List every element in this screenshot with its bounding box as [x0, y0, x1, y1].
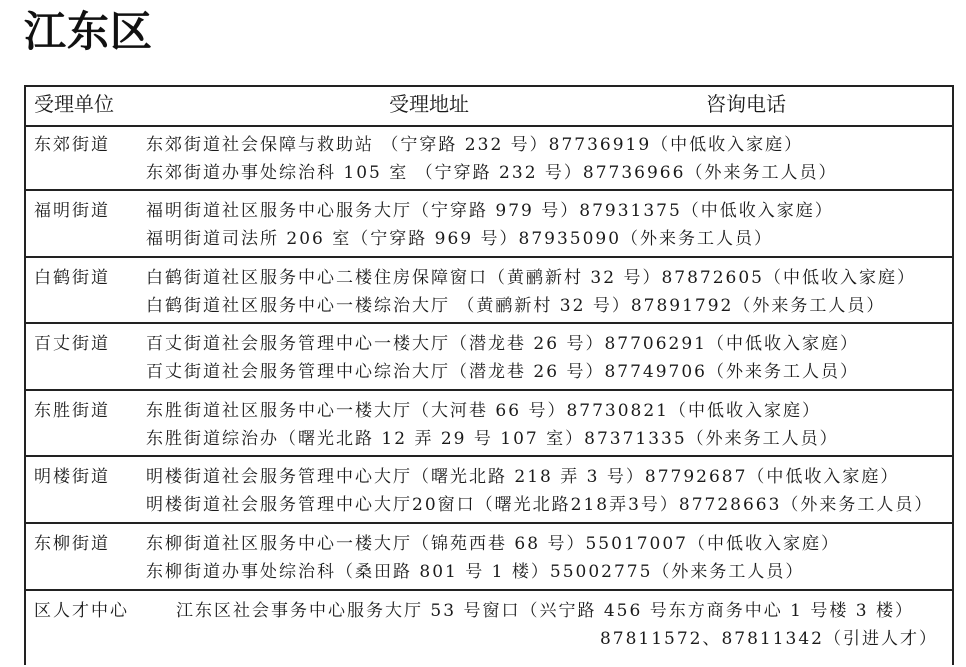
row-unit: 东郊街道 — [34, 135, 110, 155]
row-unit: 白鹤街道 — [34, 268, 110, 288]
row-unit: 百丈街道 — [34, 334, 110, 354]
table-row — [26, 191, 952, 258]
row-line: 白鹤街道社区服务中心一楼综治大厅 （黄鹂新村 32 号）87891792（外来务工人员） — [146, 296, 886, 316]
row-line: 东柳街道办事处综治科（桑田路 801 号 1 楼）55002775（外来务工人员） — [146, 562, 805, 582]
header-phone: 咨询电话 — [706, 92, 786, 116]
row-details — [146, 264, 946, 320]
row-line: 明楼街道社会服务管理中心大厅（曙光北路 218 弄 3 号）87792687（中低收入家庭） — [146, 467, 900, 487]
page-title: 江东区 — [24, 7, 154, 56]
row-line: 东郊街道社会保障与救助站 （宁穿路 232 号）87736919（中低收入家庭） — [146, 135, 804, 155]
header-unit: 受理单位 — [34, 92, 114, 116]
row-line: 福明街道司法所 206 室（宁穿路 969 号）87935090（外来务工人员） — [146, 229, 774, 249]
row-details — [146, 131, 946, 187]
row-line: 东柳街道社区服务中心一楼大厅（锦苑西巷 68 号）55017007（中低收入家庭） — [146, 534, 840, 554]
header-address: 受理地址 — [389, 92, 469, 116]
row-details — [146, 397, 946, 453]
row-unit: 东柳街道 — [34, 534, 110, 554]
table-row — [26, 524, 952, 591]
row-details — [146, 530, 946, 586]
row-line: 东胜街道综治办（曙光北路 12 弄 29 号 107 室）87371335（外来务工人员） — [146, 429, 839, 449]
table-row — [26, 258, 952, 324]
row-details — [176, 597, 946, 653]
row-line: 87811572、87811342（引进人才） — [599, 629, 938, 649]
row-unit: 东胜街道 — [34, 401, 110, 421]
row-unit: 明楼街道 — [34, 467, 110, 487]
table-row — [26, 391, 952, 457]
row-details — [146, 197, 946, 253]
row-line: 明楼街道社会服务管理中心大厅20窗口（曙光北路218弄3号）87728663（外来务工人员） — [146, 495, 934, 515]
row-line: 东胜街道社区服务中心一楼大厅（大河巷 66 号）87730821（中低收入家庭） — [146, 401, 821, 421]
row-line: 白鹤街道社区服务中心二楼住房保障窗口（黄鹂新村 32 号）87872605（中低收入家庭） — [146, 268, 916, 288]
table-row — [26, 591, 952, 667]
table-row — [26, 125, 952, 191]
table-row — [26, 457, 952, 524]
row-details — [146, 463, 946, 519]
row-unit: 福明街道 — [34, 201, 110, 221]
row-line: 福明街道社区服务中心服务大厅（宁穿路 979 号）87931375（中低收入家庭） — [146, 201, 834, 221]
row-line: 江东区社会事务中心服务大厅 53 号窗口（兴宁路 456 号东方商务中心 1 号楼 3 楼） — [176, 601, 914, 621]
row-unit: 区人才中心 — [34, 601, 129, 621]
table-row — [26, 324, 952, 391]
table-header — [26, 87, 952, 127]
row-line: 东郊街道办事处综治科 105 室 （宁穿路 232 号）87736966（外来务工人员） — [146, 163, 838, 183]
row-line: 百丈街道社会服务管理中心一楼大厅（潜龙巷 26 号）87706291（中低收入家庭） — [146, 334, 859, 354]
row-details — [146, 330, 946, 386]
row-line: 百丈街道社会服务管理中心综治大厅（潜龙巷 26 号）87749706（外来务工人员） — [146, 362, 859, 382]
service-table — [24, 85, 954, 665]
